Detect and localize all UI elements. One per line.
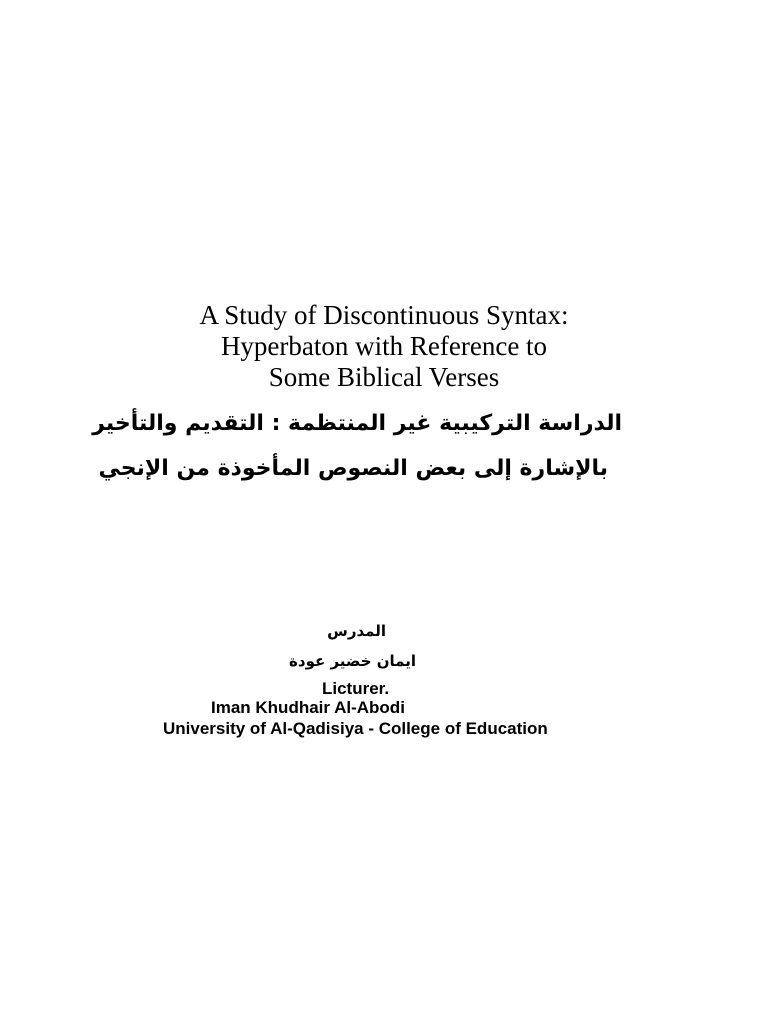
author-affiliation: University of Al-Qadisiya - College of Education	[163, 719, 548, 738]
english-title	[100, 300, 668, 393]
title-line-2: Hyperbaton with Reference to	[220, 331, 548, 361]
arabic-author-role: المدرس	[327, 622, 386, 640]
author-name: Iman Khudhair Al-Abodi	[211, 698, 405, 717]
arabic-title-line-2: بالإشارة إلى بعض النصوص المأخوذة من الإنجي	[98, 456, 608, 481]
arabic-author-name: ايمان خضير عودة	[289, 652, 416, 670]
title-line-1: A Study of Discontinuous Syntax:	[199, 300, 569, 330]
author-role: Licturer.	[322, 679, 390, 698]
arabic-title-line-1: الدراسة التركيبية غير المنتظمة : التقديم والتأخير	[92, 411, 622, 436]
title-line-3: Some Biblical Verses	[268, 362, 500, 392]
